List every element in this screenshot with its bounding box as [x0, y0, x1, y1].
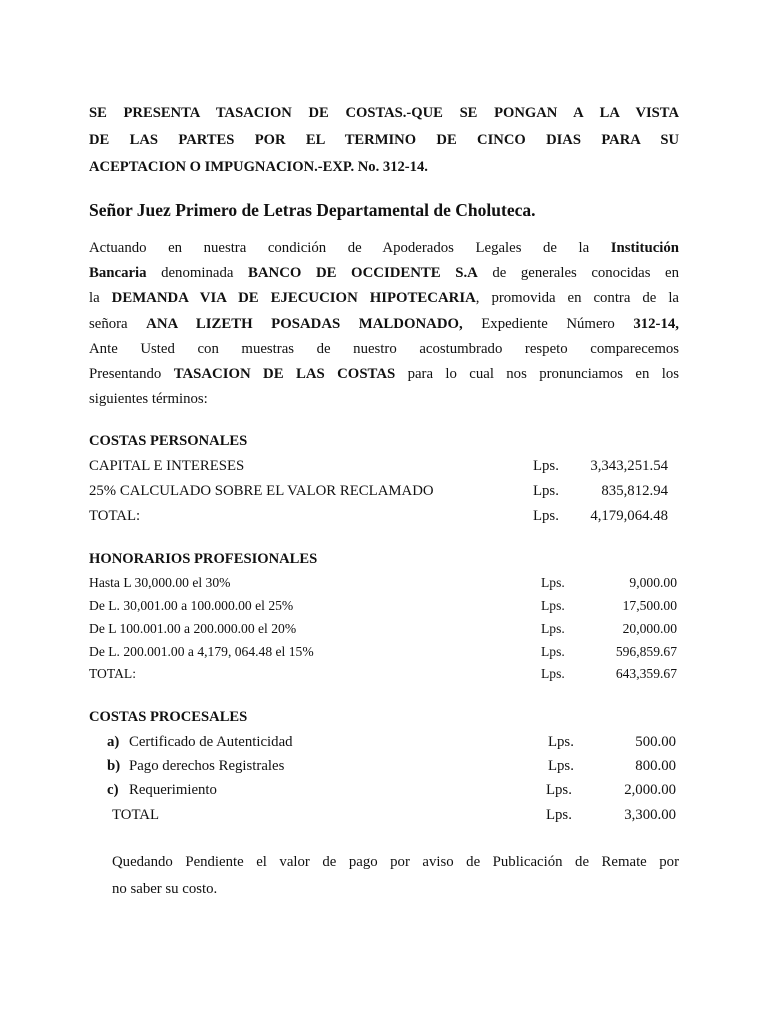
text-run: Presentando	[89, 366, 174, 383]
row-amount: 596,859.67	[615, 644, 677, 659]
row-currency: Lps.	[533, 458, 559, 474]
text-run: , promovida en contra de la	[475, 290, 679, 307]
text-run: la	[89, 290, 112, 307]
text-run: Actuando en nuestra condición de Apoderados Legales de la	[89, 240, 611, 256]
row-amount: 2,000.00	[624, 782, 676, 798]
row-amount: 20,000.00	[622, 621, 677, 636]
row-label: TOTAL:	[89, 508, 141, 524]
bold-run: DEMANDA VIA DE EJECUCION HIPOTECARIA	[111, 290, 476, 307]
row-label: De L. 200.001.00 a 4,179, 064.48 el 15%	[89, 644, 314, 659]
row-label: Hasta L 30,000.00 el 30%	[89, 575, 231, 590]
row-amount: 3,300.00	[624, 807, 676, 823]
bold-run: TASACION DE LAS COSTAS	[173, 366, 396, 383]
row-currency: Lps.	[548, 734, 574, 750]
paragraph-line	[89, 261, 679, 286]
row-amount: 800.00	[635, 758, 676, 774]
text-run: de generales conocidas en	[477, 265, 679, 282]
intro-paragraph	[89, 236, 679, 412]
row-currency: Lps.	[541, 575, 565, 590]
row-amount: 4,179,064.48	[590, 508, 668, 524]
heading-line: ACEPTACION O IMPUGNACION.-EXP. No. 312-14.	[89, 159, 428, 175]
paragraph-line: siguientes términos:	[89, 391, 208, 408]
row-label: Certificado de Autenticidad	[129, 734, 293, 750]
row-label: CAPITAL E INTERESES	[89, 458, 245, 474]
costas-procesales-title: COSTAS PROCESALES	[89, 709, 248, 725]
heading-line: SE PRESENTA TASACION DE COSTAS.-QUE SE PONGAN A LA VISTA	[89, 105, 679, 121]
row-amount: 835,812.94	[601, 483, 668, 499]
closing-paragraph	[112, 849, 679, 903]
paragraph-line	[89, 362, 679, 387]
paragraph-line	[89, 286, 679, 311]
row-label: 25% CALCULADO SOBRE EL VALOR RECLAMADO	[89, 483, 434, 499]
heading-line: DE LAS PARTES POR EL TERMINO DE CINCO DIAS PARA SU	[89, 132, 679, 148]
addressee-title: Señor Juez Primero de Letras Departamental de Choluteca.	[89, 200, 536, 220]
paragraph-line	[89, 236, 679, 261]
row-marker: c)	[107, 782, 119, 798]
row-amount: 9,000.00	[629, 575, 677, 590]
row-currency: Lps.	[541, 598, 565, 613]
costas-personales-title: COSTAS PERSONALES	[89, 433, 248, 449]
paragraph-line	[89, 312, 679, 337]
row-label: De L. 30,001.00 a 100.000.00 el 25%	[89, 598, 294, 613]
row-marker: b)	[107, 758, 121, 774]
paragraph-line: no saber su costo.	[112, 881, 218, 897]
bold-run: Institución	[610, 240, 679, 256]
bold-run: Bancaria	[89, 265, 147, 282]
row-currency: Lps.	[546, 807, 572, 823]
paragraph-line: Ante Usted con muestras de nuestro acostumbrado respeto comparecemos	[89, 340, 679, 357]
row-label: TOTAL	[112, 807, 160, 823]
row-currency: Lps.	[541, 644, 565, 659]
text-run: para lo cual nos pronunciamos en los	[395, 366, 679, 383]
row-currency: Lps.	[548, 758, 574, 774]
row-currency: Lps.	[533, 508, 559, 524]
honorarios-title: HONORARIOS PROFESIONALES	[89, 551, 318, 567]
paragraph-line: Quedando Pendiente el valor de pago por aviso de Publicación de Remate por	[112, 854, 679, 870]
row-currency: Lps.	[533, 483, 559, 499]
bold-run: 312-14,	[633, 315, 679, 332]
row-label: Requerimiento	[129, 782, 217, 798]
row-amount: 500.00	[635, 734, 676, 750]
document-heading	[89, 100, 679, 181]
row-currency: Lps.	[546, 782, 572, 798]
row-amount: 643,359.67	[615, 666, 677, 681]
text-run: Expediente Número	[462, 315, 634, 332]
row-label: Pago derechos Registrales	[129, 758, 285, 774]
row-currency: Lps.	[541, 621, 565, 636]
bold-run: BANCO DE OCCIDENTE S.A	[247, 265, 478, 282]
row-label: De L 100.001.00 a 200.000.00 el 20%	[89, 621, 297, 636]
row-amount: 17,500.00	[622, 598, 677, 613]
row-currency: Lps.	[541, 666, 565, 681]
row-label: TOTAL:	[89, 666, 136, 681]
row-marker: a)	[107, 734, 120, 750]
text-run: denominada	[146, 265, 248, 282]
bold-run: ANA LIZETH POSADAS MALDONADO,	[146, 315, 463, 332]
row-amount: 3,343,251.54	[590, 458, 668, 474]
text-run: señora	[89, 315, 147, 332]
